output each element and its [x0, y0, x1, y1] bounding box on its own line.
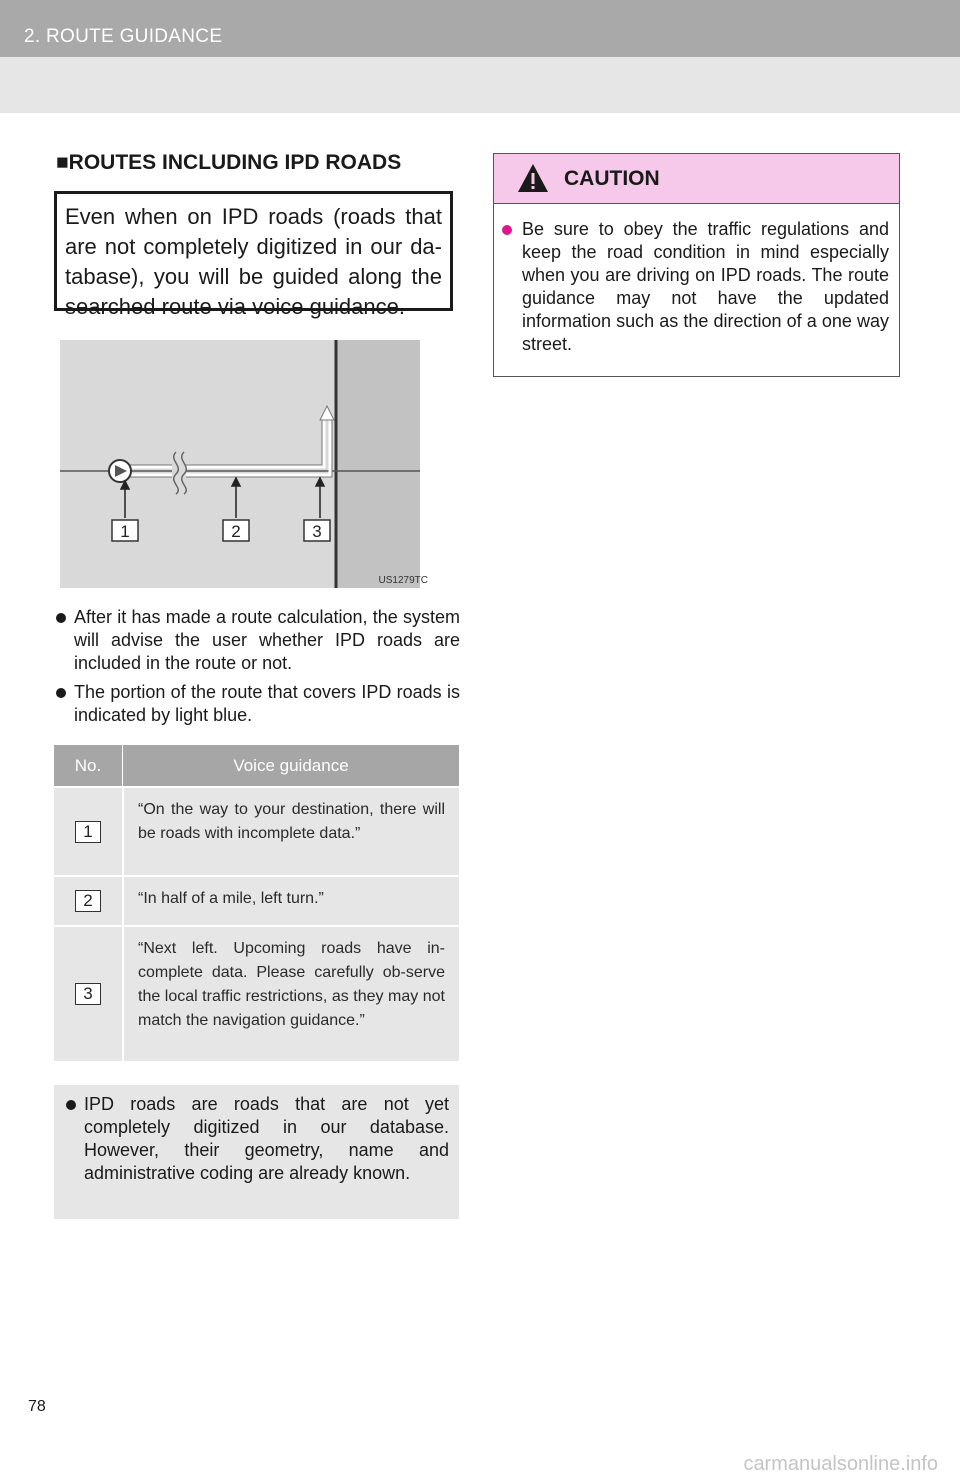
table-row	[54, 925, 459, 1061]
page-number: 78	[28, 1398, 46, 1415]
caution-title: CAUTION	[564, 167, 660, 190]
svg-text:2: 2	[231, 522, 241, 541]
bullet-dot-icon	[56, 613, 66, 623]
caution-text: Be sure to obey the traffic regulations and keep the road condition in mind especially when you are driving on IPD roads. The route guidance may not have the updated information such as the direction of a one way street.	[522, 219, 889, 354]
route-map-illustration	[60, 340, 432, 588]
route-figure	[60, 340, 432, 588]
caution-box	[493, 153, 900, 377]
header-voice-guidance: Voice guidance	[233, 755, 349, 775]
caution-header	[494, 154, 899, 204]
svg-text:3: 3	[312, 522, 322, 541]
bullet-text: After it has made a route calculation, the system will advise the user whether IPD roads are included in the route or not.	[74, 607, 460, 673]
row-number-cell	[54, 788, 124, 875]
voice-guidance-table	[54, 745, 459, 1061]
figure-label-3	[304, 520, 330, 541]
number-box: 1	[75, 821, 101, 843]
row-text: “On the way to your destination, there will be roads with incomplete data.”	[138, 801, 445, 842]
table-row	[54, 786, 459, 875]
bullet-dot-icon	[66, 1100, 76, 1110]
bullet-text: The portion of the route that covers IPD roads is indicated by light blue.	[74, 682, 460, 725]
map-right-margin	[420, 340, 432, 588]
table-row	[54, 875, 459, 925]
note-item	[66, 1093, 449, 1185]
ipd-note-box	[54, 1085, 459, 1219]
watermark: carmanualsonline.info	[743, 1453, 938, 1475]
row-text: “In half of a mile, left turn.”	[138, 890, 324, 907]
page-header	[0, 0, 960, 113]
number-box: 2	[75, 890, 101, 912]
row-number-cell	[54, 877, 124, 925]
table-header	[54, 745, 459, 786]
header-bar	[0, 0, 960, 57]
figure-label-2	[223, 520, 249, 541]
row-text: “Next left. Upcoming roads have in-complete data. Please carefully ob-serve the local traffic restrictions, as they may not match the navigation guidance.”	[138, 940, 445, 1029]
figure-code: US1279TC	[378, 575, 428, 586]
row-number-cell	[54, 927, 124, 1061]
number-box: 3	[75, 983, 101, 1005]
caution-bullet-icon	[502, 225, 512, 235]
section-header-label: 2. ROUTE GUIDANCE	[24, 26, 223, 47]
intro-box: Even when on IPD roads (roads that are not completely digitized in our da-tabase), you will be guided along the searched route via voice guidance.	[54, 191, 453, 311]
bullet-item	[56, 681, 460, 727]
bullet-list	[56, 606, 460, 733]
map-shaded-area	[336, 340, 420, 588]
figure-label-1	[112, 520, 138, 541]
note-text: IPD roads are roads that are not yet completely digitized in our database. However, their geometry, name and administrative coding are already known.	[84, 1094, 449, 1183]
svg-text:1: 1	[120, 522, 130, 541]
caution-body	[494, 204, 899, 356]
bullet-dot-icon	[56, 688, 66, 698]
header-no: No.	[54, 745, 123, 786]
section-title: ■ROUTES INCLUDING IPD ROADS	[56, 151, 402, 174]
warning-triangle-icon	[517, 163, 549, 193]
bullet-item	[56, 606, 460, 675]
